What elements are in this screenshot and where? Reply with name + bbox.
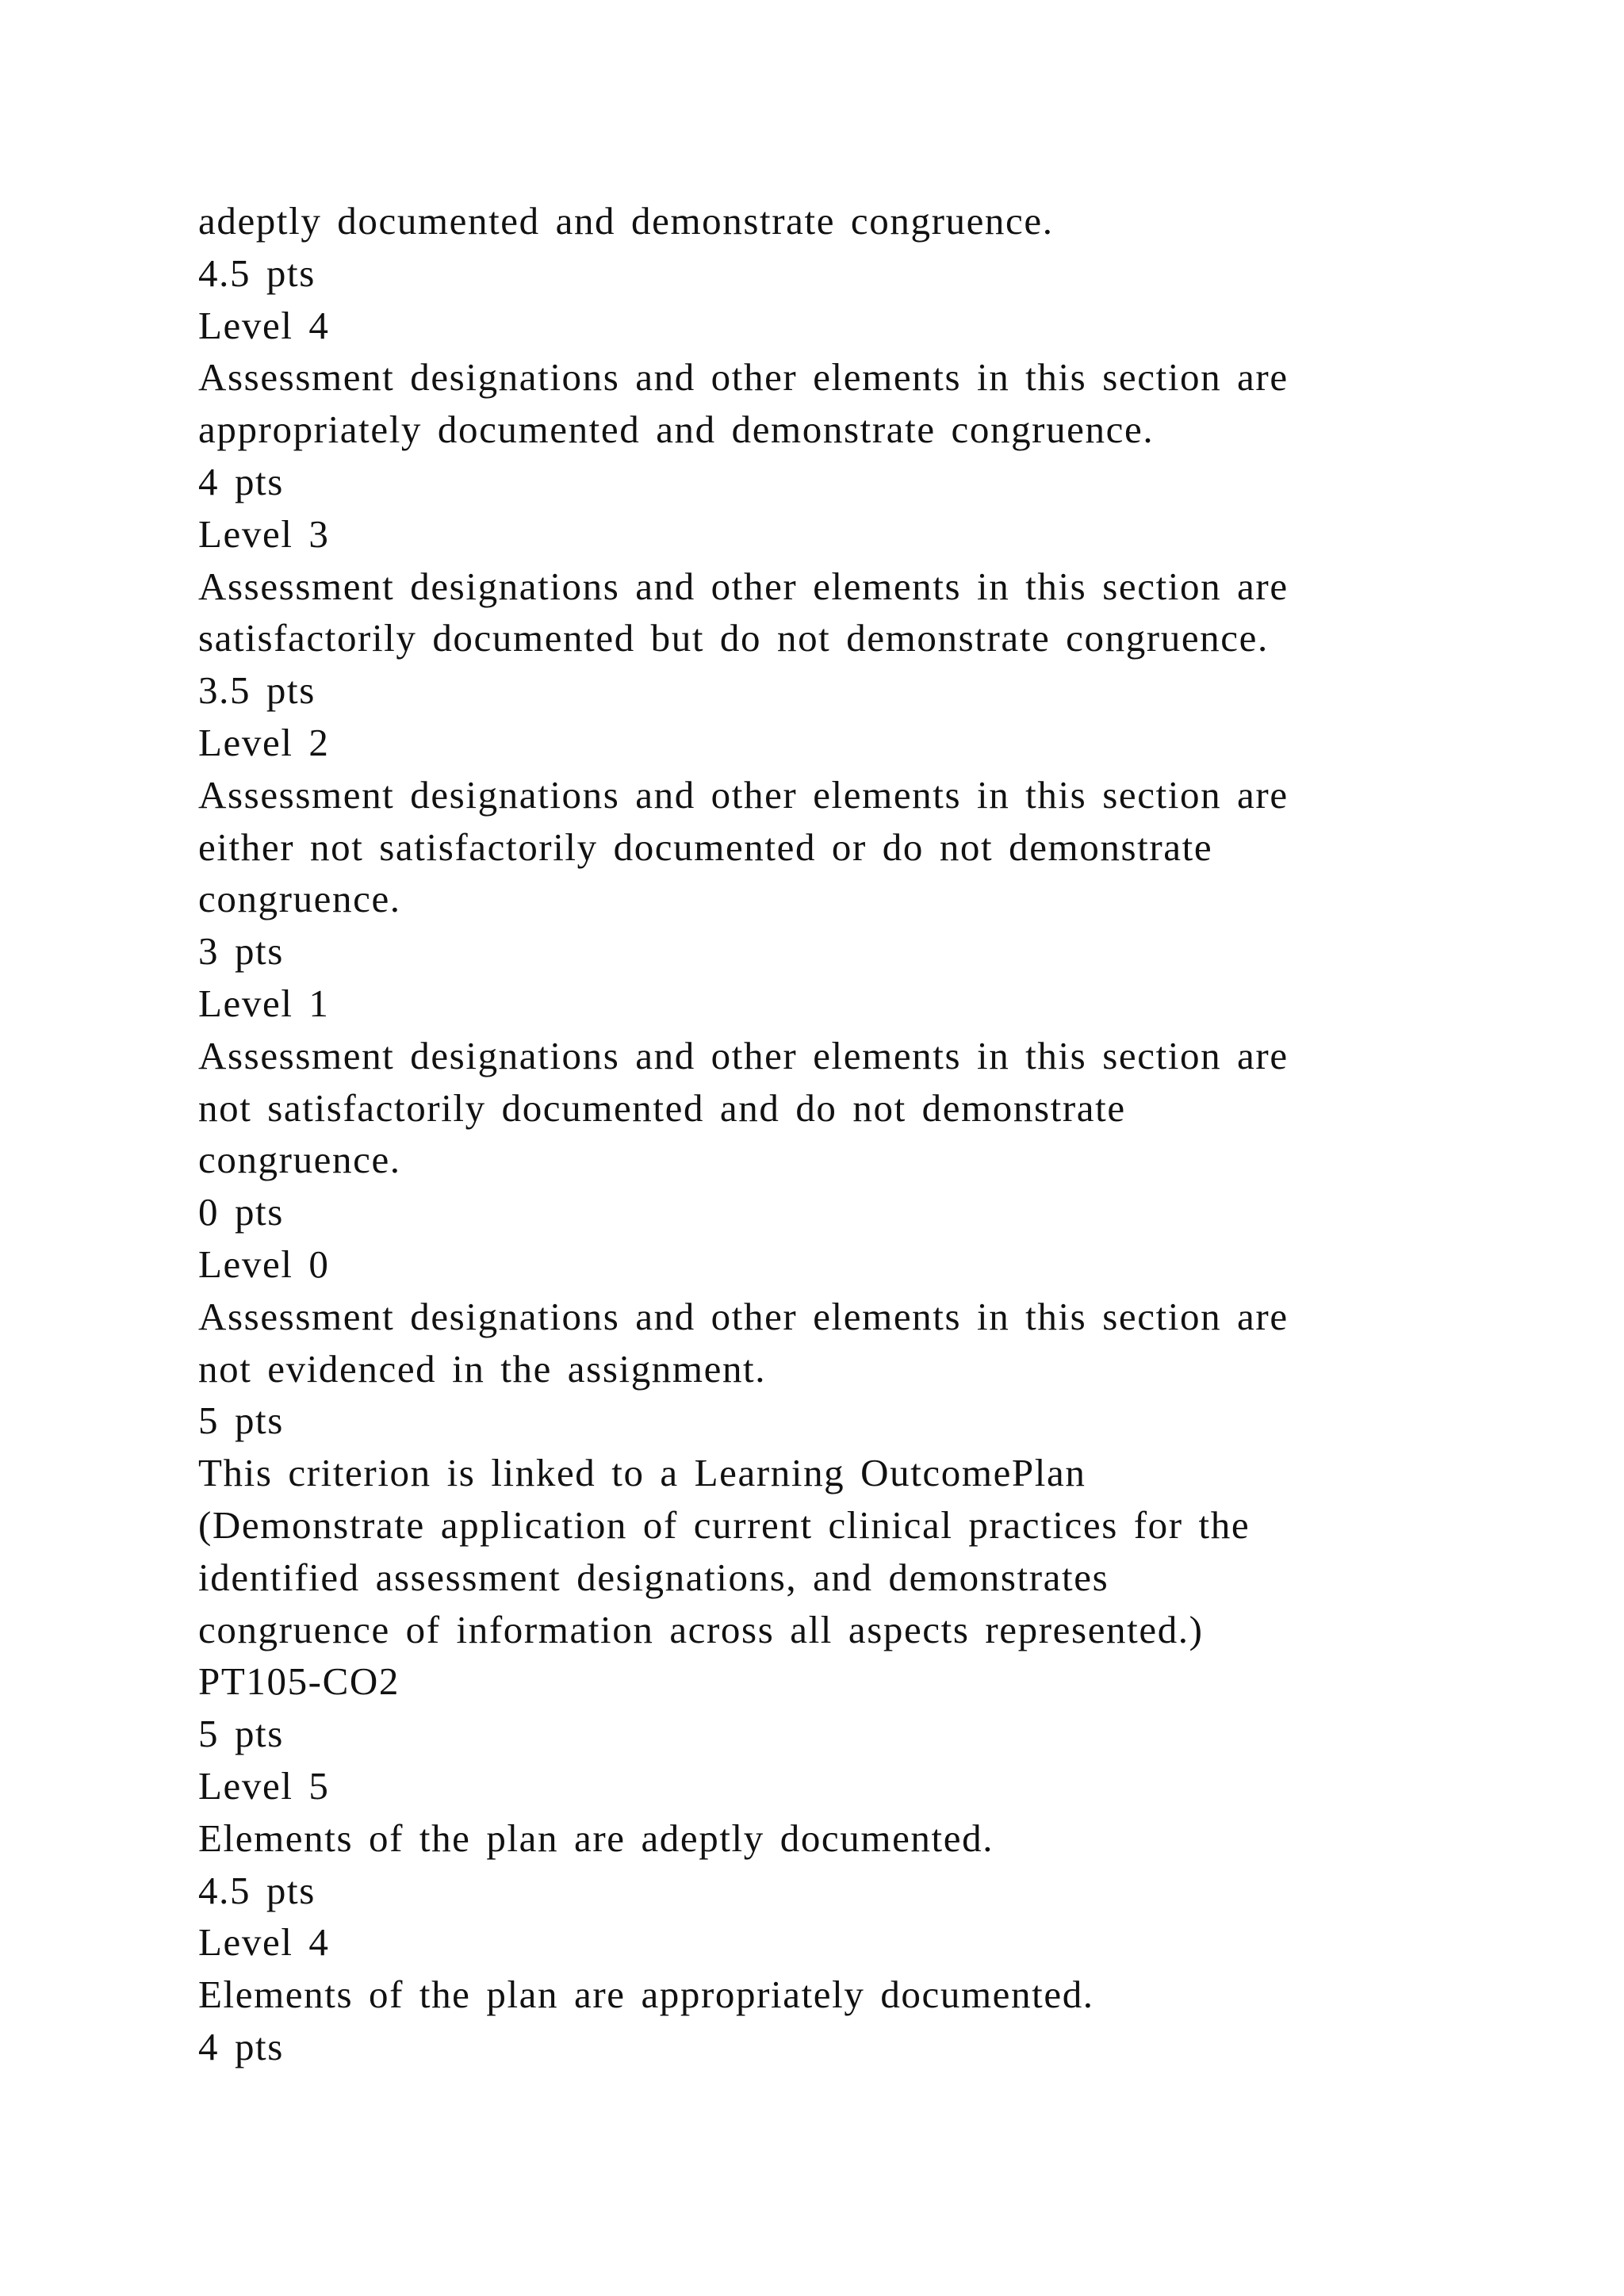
points-line: 5 pts	[198, 1712, 284, 1756]
points-line: 5 pts	[198, 1399, 284, 1443]
text-line: appropriately documented and demonstrate congruence.	[198, 408, 1155, 452]
text-line: Assessment designations and other elements in this section are	[198, 772, 1289, 817]
text-line: Assessment designations and other elements in this section are	[198, 355, 1289, 400]
criterion-line: identified assessment designations, and demonstrates	[198, 1555, 1109, 1599]
points-line: 4.5 pts	[198, 251, 316, 295]
criterion-line: congruence of information across all aspects represented.)	[198, 1607, 1204, 1651]
points-line: 0 pts	[198, 1190, 284, 1234]
points-line: 4 pts	[198, 459, 284, 503]
points-line: 3 pts	[198, 929, 284, 974]
level-line: Level 5	[198, 1763, 330, 1808]
text-line: Assessment designations and other elements in this section are	[198, 564, 1289, 608]
criterion-line: (Demonstrate application of current clinical practices for the	[198, 1502, 1251, 1547]
text-line: not satisfactorily documented and do not demonstrate	[198, 1085, 1126, 1130]
level-line: Level 4	[198, 1920, 330, 1965]
level-line: Level 4	[198, 303, 330, 347]
text-line: Assessment designations and other elements in this section are	[198, 1294, 1289, 1338]
text-line: Elements of the plan are adeptly documented.	[198, 1816, 994, 1860]
text-line: Assessment designations and other elements in this section are	[198, 1033, 1289, 1077]
points-line: 4 pts	[198, 2024, 284, 2068]
text-line: satisfactorily documented but do not demonstrate congruence.	[198, 616, 1269, 660]
level-line: Level 3	[198, 511, 330, 556]
text-line: congruence.	[198, 877, 401, 921]
points-line: 4.5 pts	[198, 1868, 316, 1912]
text-line: either not satisfactorily documented or do not demonstrate	[198, 825, 1213, 869]
level-line: Level 2	[198, 720, 330, 764]
level-line: Level 1	[198, 981, 330, 1025]
text-line: adeptly documented and demonstrate congruence.	[198, 199, 1054, 243]
rubric-text	[198, 195, 1467, 2073]
text-line: Elements of the plan are appropriately documented.	[198, 1973, 1094, 2017]
text-line: not evidenced in the assignment.	[198, 1346, 767, 1391]
points-line: 3.5 pts	[198, 668, 316, 713]
outcome-code: PT105-CO2	[198, 1659, 400, 1704]
criterion-line: This criterion is linked to a Learning OutcomePlan	[198, 1451, 1086, 1495]
text-line: congruence.	[198, 1138, 401, 1182]
level-line: Level 0	[198, 1242, 330, 1286]
